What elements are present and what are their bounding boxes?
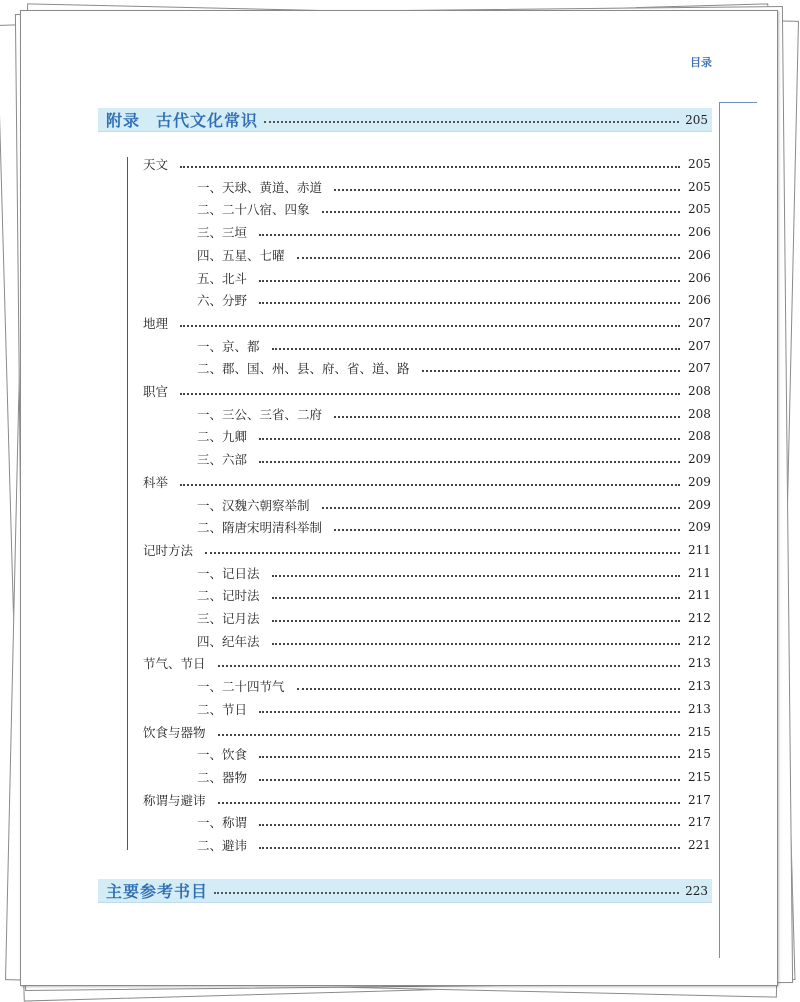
leader-dots xyxy=(259,756,680,758)
toc-entry[interactable] xyxy=(197,403,710,425)
leader-dots xyxy=(180,166,680,168)
toc-entry-page: 213 xyxy=(688,679,711,694)
toc-entry-page: 209 xyxy=(688,520,711,535)
toc-entry[interactable] xyxy=(197,743,710,765)
leader-dots xyxy=(297,688,680,690)
leader-dots xyxy=(272,620,680,622)
leader-dots xyxy=(180,393,680,395)
toc-chapter[interactable] xyxy=(143,789,710,811)
toc-entry-page: 211 xyxy=(688,565,711,580)
toc-chapter[interactable] xyxy=(143,312,710,334)
toc-entry-page: 207 xyxy=(688,315,711,330)
toc-entry-label: 地理 xyxy=(143,315,169,331)
toc-chapter[interactable] xyxy=(143,380,710,402)
toc-entry-page: 206 xyxy=(688,293,711,308)
toc-entry[interactable] xyxy=(197,766,710,788)
toc-entry-label: 三、六部 xyxy=(197,452,248,468)
toc-entry-label: 一、天球、黄道、赤道 xyxy=(197,179,323,195)
appendix-heading[interactable] xyxy=(98,108,712,132)
leader-dots xyxy=(259,711,680,713)
toc-entry[interactable] xyxy=(197,834,710,856)
toc-entry-page: 208 xyxy=(688,406,711,421)
leader-dots xyxy=(259,438,680,440)
toc-entry-label: 天文 xyxy=(143,157,169,172)
leader-dots xyxy=(264,121,679,123)
toc-entry-label: 一、记日法 xyxy=(197,565,260,581)
toc-chapter[interactable] xyxy=(143,652,710,674)
leader-dots xyxy=(259,234,680,236)
leader-dots xyxy=(218,665,680,667)
toc-chapter[interactable] xyxy=(143,539,710,561)
toc-entry-label: 三、记月法 xyxy=(197,611,260,626)
toc-entry-label: 二、郡、国、州、县、府、省、道、路 xyxy=(197,361,410,377)
toc-entry-label: 二、器物 xyxy=(197,769,248,785)
toc-entry[interactable] xyxy=(197,494,710,516)
leader-dots xyxy=(322,211,680,213)
toc-entry-label: 一、二十四节气 xyxy=(197,679,285,695)
toc-entry-label: 五、北斗 xyxy=(197,270,248,286)
references-heading[interactable] xyxy=(98,879,712,903)
toc-entry-label: 六、分野 xyxy=(197,293,248,309)
toc-entry-page: 212 xyxy=(688,611,711,625)
leader-dots xyxy=(334,189,680,191)
leader-dots xyxy=(259,461,680,463)
toc-entry-label: 三、三垣 xyxy=(197,225,248,241)
running-header: 目录 xyxy=(690,56,712,69)
toc-entry-label: 二、九卿 xyxy=(197,429,248,445)
toc-entry-page: 206 xyxy=(688,225,711,240)
leader-dots xyxy=(180,325,680,327)
toc-entry-page: 217 xyxy=(688,815,711,830)
toc-entry-page: 205 xyxy=(688,202,711,217)
toc-entry-page: 211 xyxy=(688,542,711,557)
toc-chapter[interactable] xyxy=(143,471,710,493)
toc-entry-label: 科举 xyxy=(143,474,169,490)
leader-dots xyxy=(180,484,680,486)
leader-dots xyxy=(272,597,680,599)
toc-chapter[interactable] xyxy=(143,153,710,175)
toc-entry-page: 206 xyxy=(688,247,711,262)
toc-entry-label: 四、纪年法 xyxy=(197,633,260,649)
toc-entry[interactable] xyxy=(197,607,710,629)
appendix-title: 附录 古代文化常识 xyxy=(106,111,259,130)
toc-entry[interactable] xyxy=(197,584,710,606)
leader-dots xyxy=(322,507,680,509)
toc-entry[interactable] xyxy=(197,176,710,198)
toc-entry[interactable] xyxy=(197,811,710,833)
toc-entry-page: 207 xyxy=(688,361,711,376)
toc-entry-page: 215 xyxy=(688,747,711,762)
toc-entry-page: 213 xyxy=(688,656,711,671)
toc-entry-page: 208 xyxy=(688,384,711,398)
toc-entry[interactable] xyxy=(197,425,710,447)
leader-dots xyxy=(297,257,680,259)
toc-entry[interactable] xyxy=(197,516,710,538)
toc-entry[interactable] xyxy=(197,448,710,470)
toc-chapter[interactable] xyxy=(143,721,710,743)
appendix-page: 205 xyxy=(685,112,708,127)
toc-entry-label: 一、称谓 xyxy=(197,815,248,831)
toc-entry-label: 四、五星、七曜 xyxy=(197,247,285,263)
toc-left-rule xyxy=(127,157,128,850)
toc-entry-page: 208 xyxy=(688,429,711,444)
toc-entry-page: 221 xyxy=(688,838,711,852)
leader-dots xyxy=(218,802,680,804)
toc-entry-page: 209 xyxy=(688,497,711,512)
toc-entry-label: 一、京、都 xyxy=(197,338,260,354)
toc-entry-page: 209 xyxy=(688,452,711,467)
leader-dots xyxy=(259,302,680,304)
toc-entry-label: 二、避讳 xyxy=(197,838,248,853)
toc-entry[interactable] xyxy=(197,357,710,379)
toc-entry[interactable] xyxy=(197,698,710,720)
toc-entry-label: 一、汉魏六朝察举制 xyxy=(197,497,310,513)
leader-dots xyxy=(259,824,680,826)
leader-dots xyxy=(272,348,680,350)
toc-entry-page: 209 xyxy=(688,474,711,489)
toc-entry-label: 二、节日 xyxy=(197,701,248,717)
references-title: 主要参考书目 xyxy=(106,882,209,901)
leader-dots xyxy=(218,734,680,736)
toc-entry[interactable] xyxy=(197,289,710,311)
toc-entry-page: 212 xyxy=(688,633,711,648)
toc-entry-label: 二、记时法 xyxy=(197,588,260,604)
toc-entry[interactable] xyxy=(197,244,710,266)
toc-entry-label: 节气、节日 xyxy=(143,656,206,672)
toc-entry[interactable] xyxy=(197,221,710,243)
toc-entry-page: 211 xyxy=(688,588,711,603)
margin-rule-top xyxy=(719,102,757,103)
toc-entry[interactable] xyxy=(197,335,710,357)
margin-rule xyxy=(719,102,720,958)
leader-dots xyxy=(259,779,680,781)
toc-entry-page: 215 xyxy=(688,769,711,784)
toc-entry-page: 206 xyxy=(688,270,711,285)
leader-dots xyxy=(272,575,680,577)
leader-dots xyxy=(259,847,680,849)
references-page: 223 xyxy=(685,883,708,898)
toc-entry-page: 217 xyxy=(688,792,711,807)
leader-dots xyxy=(205,552,680,554)
toc-entry-label: 职官 xyxy=(143,384,169,399)
toc-entry[interactable] xyxy=(197,198,710,220)
toc-entry[interactable] xyxy=(197,562,710,584)
toc-entry-label: 二、二十八宿、四象 xyxy=(197,202,310,218)
leader-dots xyxy=(259,280,680,282)
toc-entry[interactable] xyxy=(197,630,710,652)
toc-entry-page: 207 xyxy=(688,338,711,353)
toc-entry[interactable] xyxy=(197,267,710,289)
toc-entry-page: 205 xyxy=(688,157,711,171)
toc-entry-label: 记时方法 xyxy=(143,542,194,558)
toc-entry-page: 215 xyxy=(688,724,711,739)
toc-entry-page: 205 xyxy=(688,179,711,194)
leader-dots xyxy=(272,643,680,645)
toc-entry[interactable] xyxy=(197,675,710,697)
leader-dots xyxy=(334,529,680,531)
toc-entry-label: 一、饮食 xyxy=(197,747,248,763)
toc-entry-label: 一、三公、三省、二府 xyxy=(197,406,323,422)
leader-dots xyxy=(334,416,680,418)
toc-entry-label: 二、隋唐宋明清科举制 xyxy=(197,520,323,536)
toc-entry-label: 饮食与器物 xyxy=(143,724,206,740)
leader-dots xyxy=(422,370,680,372)
leader-dots xyxy=(214,892,679,894)
toc-entry-page: 213 xyxy=(688,701,711,716)
toc-entry-label: 称谓与避讳 xyxy=(143,792,206,808)
